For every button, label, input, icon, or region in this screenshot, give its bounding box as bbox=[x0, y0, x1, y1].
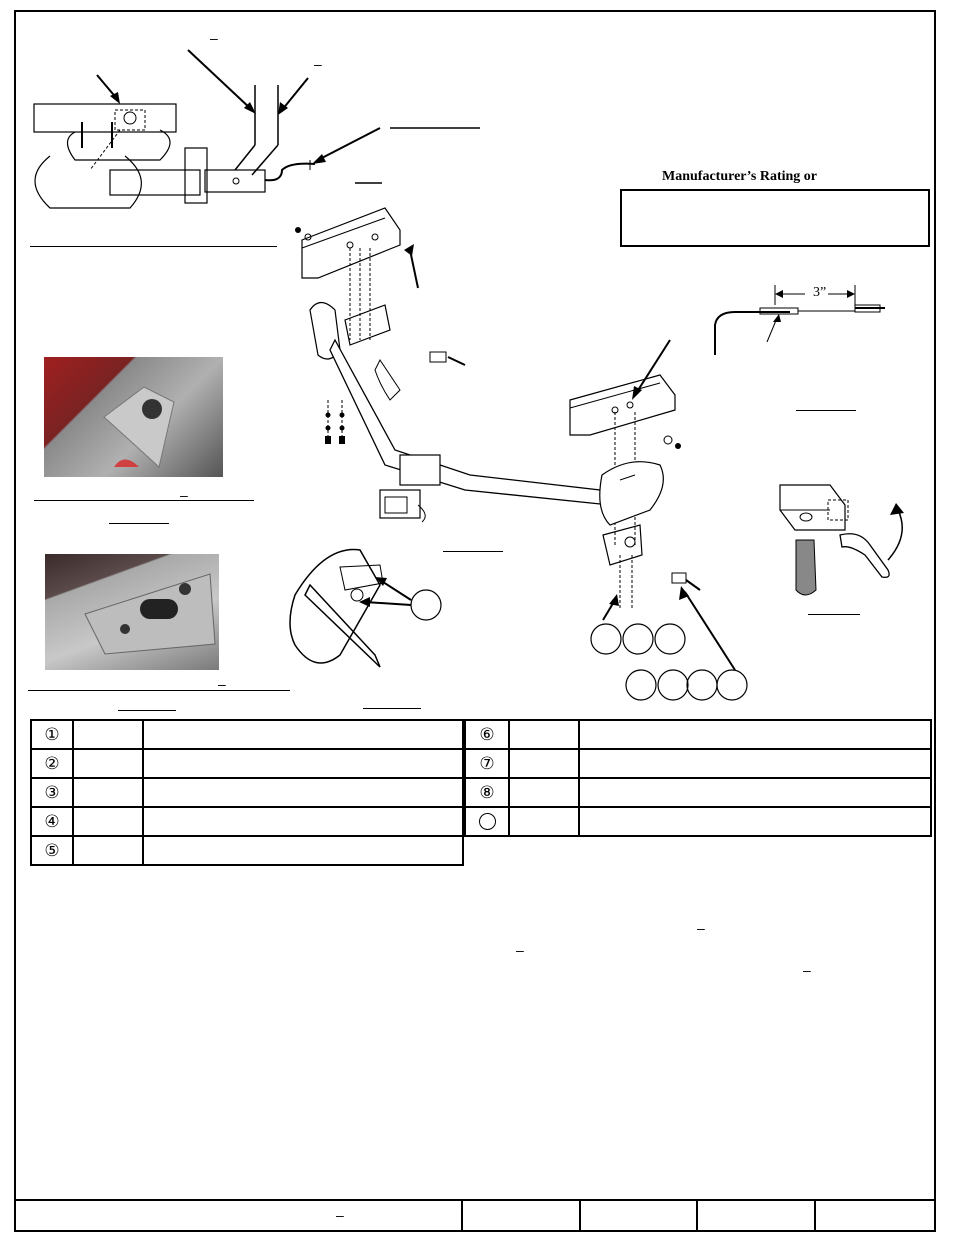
footer-bar bbox=[16, 1199, 936, 1231]
part-description bbox=[143, 749, 463, 778]
part-description bbox=[143, 807, 463, 836]
table-row bbox=[465, 778, 931, 807]
part-qty bbox=[73, 807, 143, 836]
table-row bbox=[31, 836, 463, 865]
closeup-label-rule bbox=[363, 708, 421, 709]
part-number: ⑤ bbox=[31, 836, 73, 865]
wrench-label-rule bbox=[808, 614, 860, 615]
part-description bbox=[143, 720, 463, 749]
part-number bbox=[465, 807, 509, 836]
part-description bbox=[579, 807, 931, 836]
photo-1-caption-rule bbox=[34, 500, 254, 501]
table-row bbox=[465, 720, 931, 749]
part-description bbox=[579, 720, 931, 749]
rating-title: Manufacturer’s Rating or bbox=[662, 169, 818, 184]
part-description bbox=[579, 778, 931, 807]
footer-dash: – bbox=[336, 1207, 344, 1223]
dash-mark-4: – bbox=[218, 676, 226, 692]
part-description bbox=[143, 836, 463, 865]
footer-cell bbox=[579, 1201, 581, 1231]
part-qty bbox=[509, 749, 579, 778]
vehicle-frame-photo-2 bbox=[45, 554, 219, 670]
dash-mark-1: – bbox=[210, 30, 218, 46]
section-rule bbox=[30, 246, 277, 247]
vehicle-frame-photo-1 bbox=[44, 357, 223, 477]
part-qty bbox=[509, 720, 579, 749]
photo-2-caption-rule bbox=[28, 690, 290, 691]
part-description bbox=[143, 778, 463, 807]
photo-1-label-rule bbox=[109, 523, 169, 524]
pin-arrow bbox=[310, 118, 490, 188]
footer-cell bbox=[461, 1201, 463, 1231]
footer-cell bbox=[814, 1201, 816, 1231]
parts-table-right bbox=[464, 719, 932, 837]
part-number: ⑦ bbox=[465, 749, 509, 778]
table-row bbox=[465, 807, 931, 836]
blank-circle-icon bbox=[479, 813, 496, 830]
dash-mark-6: – bbox=[516, 942, 524, 958]
fish-wire-label-rule bbox=[796, 410, 856, 411]
part-number: ⑥ bbox=[465, 720, 509, 749]
part-qty bbox=[73, 836, 143, 865]
dash-mark-5: – bbox=[697, 920, 705, 936]
dash-mark-2: – bbox=[314, 56, 322, 72]
main-diagram-label-rule bbox=[443, 551, 503, 552]
footer-cell bbox=[696, 1201, 698, 1231]
plate-closeup-diagram bbox=[285, 545, 445, 680]
dash-mark-7: – bbox=[803, 962, 811, 978]
table-row bbox=[31, 778, 463, 807]
dimension-label: 3” bbox=[813, 285, 827, 300]
table-row bbox=[31, 749, 463, 778]
part-qty bbox=[73, 720, 143, 749]
table-row bbox=[465, 749, 931, 778]
photo-2-label-rule bbox=[118, 710, 176, 711]
part-qty bbox=[73, 749, 143, 778]
hitch-side-view-diagram bbox=[20, 30, 350, 220]
table-row bbox=[31, 720, 463, 749]
part-qty bbox=[73, 778, 143, 807]
part-number: ③ bbox=[31, 778, 73, 807]
part-qty bbox=[509, 807, 579, 836]
dash-mark-3: – bbox=[180, 487, 188, 503]
part-number: ⑧ bbox=[465, 778, 509, 807]
part-number: ② bbox=[31, 749, 73, 778]
part-qty bbox=[509, 778, 579, 807]
fastener-callout-diagram bbox=[575, 530, 755, 705]
part-number: ① bbox=[31, 720, 73, 749]
wrench-torque-diagram bbox=[770, 475, 925, 605]
part-description bbox=[579, 749, 931, 778]
table-row bbox=[31, 807, 463, 836]
fish-wire-diagram bbox=[705, 280, 905, 370]
part-number: ④ bbox=[31, 807, 73, 836]
parts-table-left bbox=[30, 719, 464, 866]
